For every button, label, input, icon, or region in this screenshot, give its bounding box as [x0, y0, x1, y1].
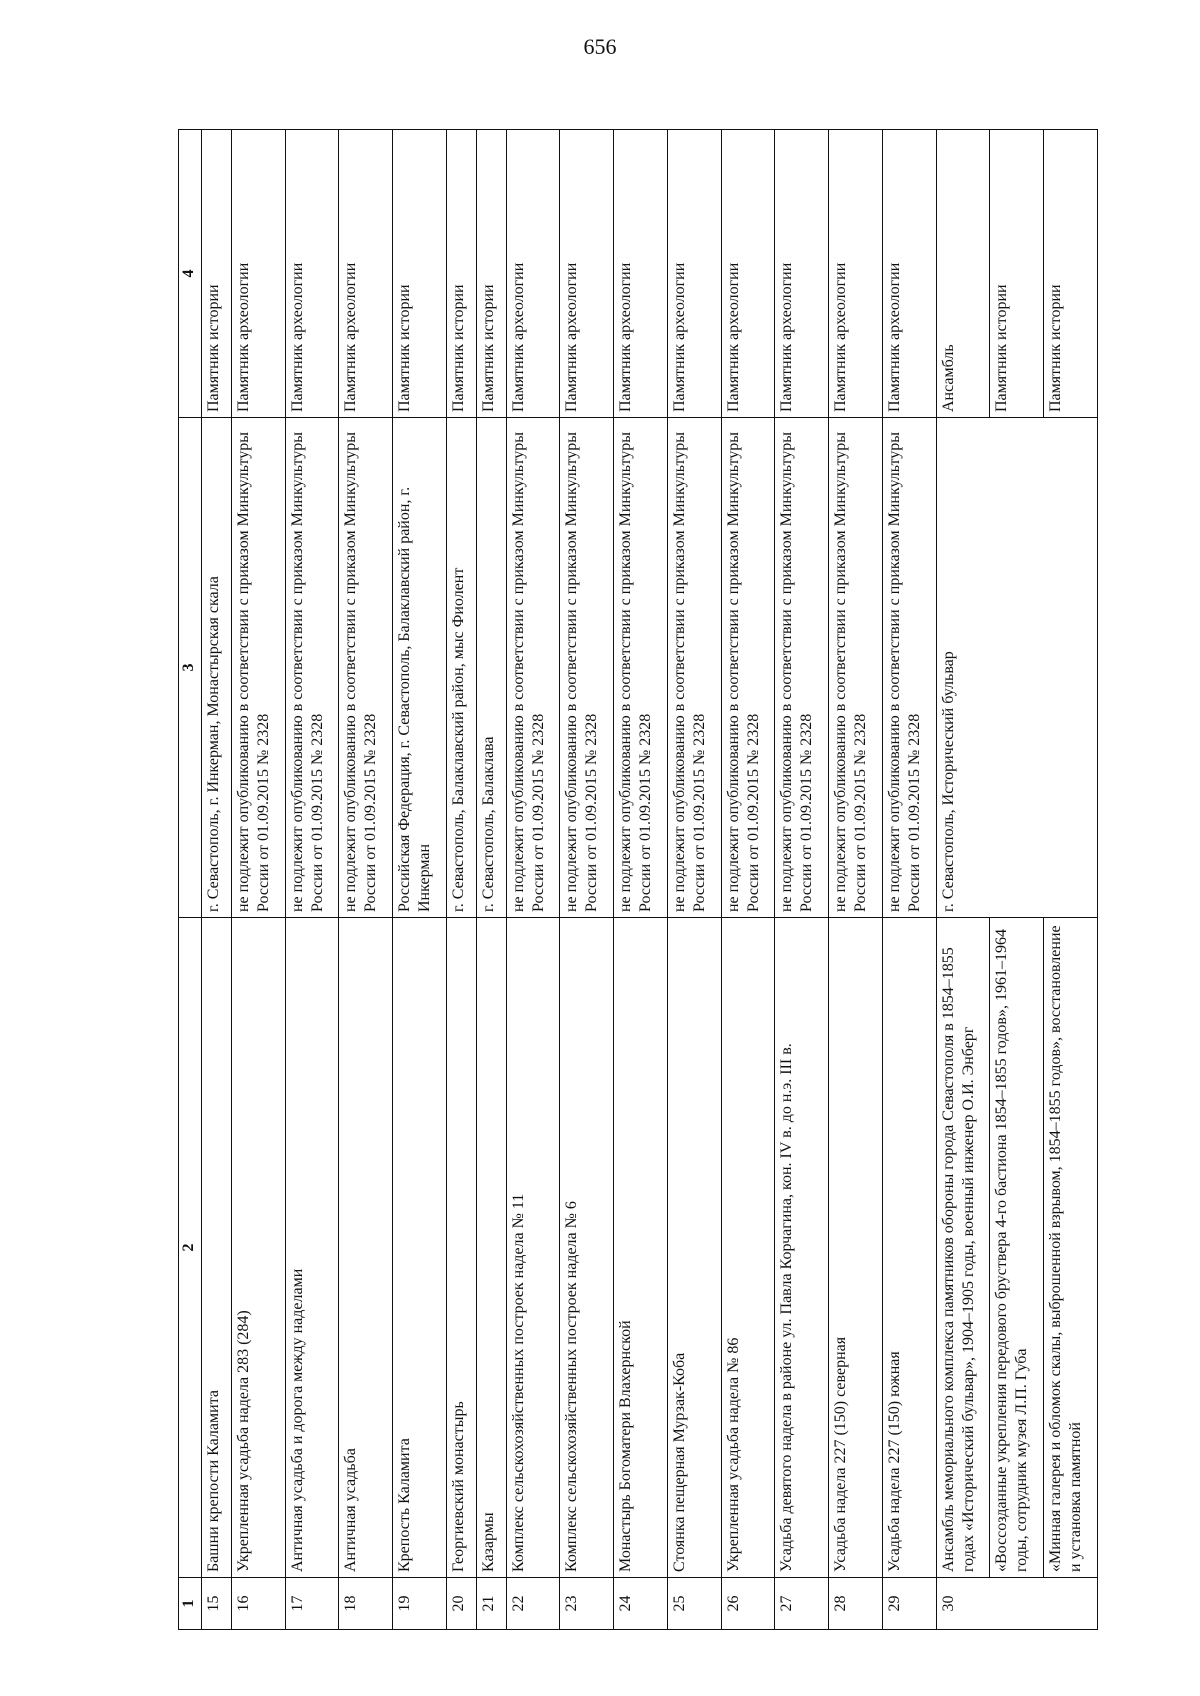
object-type: Памятник археологии: [882, 130, 936, 418]
row-number: 27: [775, 1578, 829, 1630]
table-body: [202, 130, 1098, 1630]
object-type: Памятник археологии: [560, 130, 614, 418]
row-number: 21: [476, 1578, 506, 1630]
row-number: 26: [721, 1578, 775, 1630]
table-row: [202, 130, 232, 1630]
object-type: Памятник истории: [1044, 130, 1098, 418]
object-location: г. Севастополь, г. Инкерман, Монастырская скала: [202, 418, 232, 918]
object-type: Памятник археологии: [231, 130, 285, 418]
row-number: 17: [285, 1578, 339, 1630]
object-location: г. Севастополь, Балаклава: [476, 418, 506, 918]
object-type: Памятник археологии: [339, 130, 393, 418]
object-name: Монастырь Богоматери Влахернской: [614, 918, 668, 1578]
object-name: Усадьба надела 227 (150) северная: [829, 918, 883, 1578]
row-number: 30: [936, 1578, 1097, 1630]
object-location: не подлежит опубликованию в соответствии с приказом Минкультуры России от 01.09.2015 № 2328: [775, 418, 829, 918]
table-row: [393, 130, 447, 1630]
object-name: Усадьба девятого надела в районе ул. Павла Корчагина, кон. IV в. до н.э. III в.: [775, 918, 829, 1578]
table-row: [667, 130, 721, 1630]
object-type: Памятник археологии: [667, 130, 721, 418]
object-name: Георгиевский монастырь: [446, 918, 476, 1578]
table-row: [560, 130, 614, 1630]
object-name: Античная усадьба и дорога между наделами: [285, 918, 339, 1578]
object-type: Памятник археологии: [614, 130, 668, 418]
row-number: 19: [393, 1578, 447, 1630]
monuments-table: [178, 129, 1098, 1630]
table-row: [285, 130, 339, 1630]
column-header: 1: [179, 1578, 202, 1630]
object-location: не подлежит опубликованию в соответствии с приказом Минкультуры России от 01.09.2015 № 2328: [882, 418, 936, 918]
table-row: [775, 130, 829, 1630]
object-name: Укрепленная усадьба надела 283 (284): [231, 918, 285, 1578]
object-name: Усадьба надела 227 (150) южная: [882, 918, 936, 1578]
object-name: «Минная галерея и обломок скалы, выброшенной взрывом, 1854–1855 годов», восстановление и установка памятной: [1044, 918, 1098, 1578]
table-row: [882, 130, 936, 1630]
row-number: 24: [614, 1578, 668, 1630]
row-number: 22: [506, 1578, 560, 1630]
object-name: Крепость Каламита: [393, 918, 447, 1578]
object-location: Российская Федерация, г. Севастополь, Балаклавский район, г. Инкерман: [393, 418, 447, 918]
object-name: Античная усадьба: [339, 918, 393, 1578]
row-number: 16: [231, 1578, 285, 1630]
rotated-table-wrapper: [178, 130, 1098, 1630]
row-number: 25: [667, 1578, 721, 1630]
object-type: Памятник археологии: [285, 130, 339, 418]
object-type: Памятник истории: [990, 130, 1044, 418]
column-header: 2: [179, 918, 202, 1578]
object-location: не подлежит опубликованию в соответствии с приказом Минкультуры России от 01.09.2015 № 2328: [721, 418, 775, 918]
header-row: [179, 130, 202, 1630]
object-name: «Воссозданные укрепления передового бруствера 4-го бастиона 1854–1855 годов», 1961–1964 годы, сотрудник музея Л.П. Губа: [990, 918, 1044, 1578]
object-type: Ансамбль: [936, 130, 990, 418]
object-location: не подлежит опубликованию в соответствии с приказом Минкультуры России от 01.09.2015 № 2328: [829, 418, 883, 918]
object-name: Укрепленная усадьба надела № 86: [721, 918, 775, 1578]
object-type: Памятник археологии: [829, 130, 883, 418]
table-row: [231, 130, 285, 1630]
table-row: [829, 130, 883, 1630]
object-location: не подлежит опубликованию в соответствии с приказом Минкультуры России от 01.09.2015 № 2328: [285, 418, 339, 918]
object-location: не подлежит опубликованию в соответствии с приказом Минкультуры России от 01.09.2015 № 2328: [231, 418, 285, 918]
object-type: Памятник истории: [393, 130, 447, 418]
page-number: 656: [583, 34, 617, 59]
object-location: не подлежит опубликованию в соответствии с приказом Минкультуры России от 01.09.2015 № 2328: [506, 418, 560, 918]
row-number: 23: [560, 1578, 614, 1630]
table-row: [614, 130, 668, 1630]
column-header: 4: [179, 130, 202, 418]
object-location: г. Севастополь, Балаклавский район, мыс Фиолент: [446, 418, 476, 918]
table-row-ensemble: [936, 130, 990, 1630]
row-number: 28: [829, 1578, 883, 1630]
object-name: Казармы: [476, 918, 506, 1578]
object-type: Памятник археологии: [506, 130, 560, 418]
object-type: Памятник археологии: [775, 130, 829, 418]
object-location: не подлежит опубликованию в соответствии с приказом Минкультуры России от 01.09.2015 № 2328: [614, 418, 668, 918]
table-row: [339, 130, 393, 1630]
row-number: 29: [882, 1578, 936, 1630]
object-type: Памятник истории: [202, 130, 232, 418]
row-number: 20: [446, 1578, 476, 1630]
object-location: г. Севастополь, Исторический бульвар: [936, 418, 1097, 918]
object-name: Комплекс сельскохозяйственных построек надела № 11: [506, 918, 560, 1578]
table-row: [506, 130, 560, 1630]
object-name: Стоянка пещерная Мурзак-Коба: [667, 918, 721, 1578]
object-location: не подлежит опубликованию в соответствии с приказом Минкультуры России от 01.09.2015 № 2328: [339, 418, 393, 918]
table-row: [721, 130, 775, 1630]
object-type: Памятник истории: [476, 130, 506, 418]
column-header: 3: [179, 418, 202, 918]
object-name: Комплекс сельскохозяйственных построек надела № 6: [560, 918, 614, 1578]
row-number: 15: [202, 1578, 232, 1630]
object-name: Ансамбль мемориального комплекса памятников обороны города Севастополя в 1854–1855 годах «Исторический бульвар», 1904–1905 годы, военный инженер О.И. Энберг: [936, 918, 990, 1578]
table-row: [476, 130, 506, 1630]
table-row: [446, 130, 476, 1630]
row-number: 18: [339, 1578, 393, 1630]
object-type: Памятник истории: [446, 130, 476, 418]
object-location: не подлежит опубликованию в соответствии с приказом Минкультуры России от 01.09.2015 № 2328: [667, 418, 721, 918]
object-name: Башни крепости Каламита: [202, 918, 232, 1578]
object-location: не подлежит опубликованию в соответствии с приказом Минкультуры России от 01.09.2015 № 2328: [560, 418, 614, 918]
object-type: Памятник археологии: [721, 130, 775, 418]
